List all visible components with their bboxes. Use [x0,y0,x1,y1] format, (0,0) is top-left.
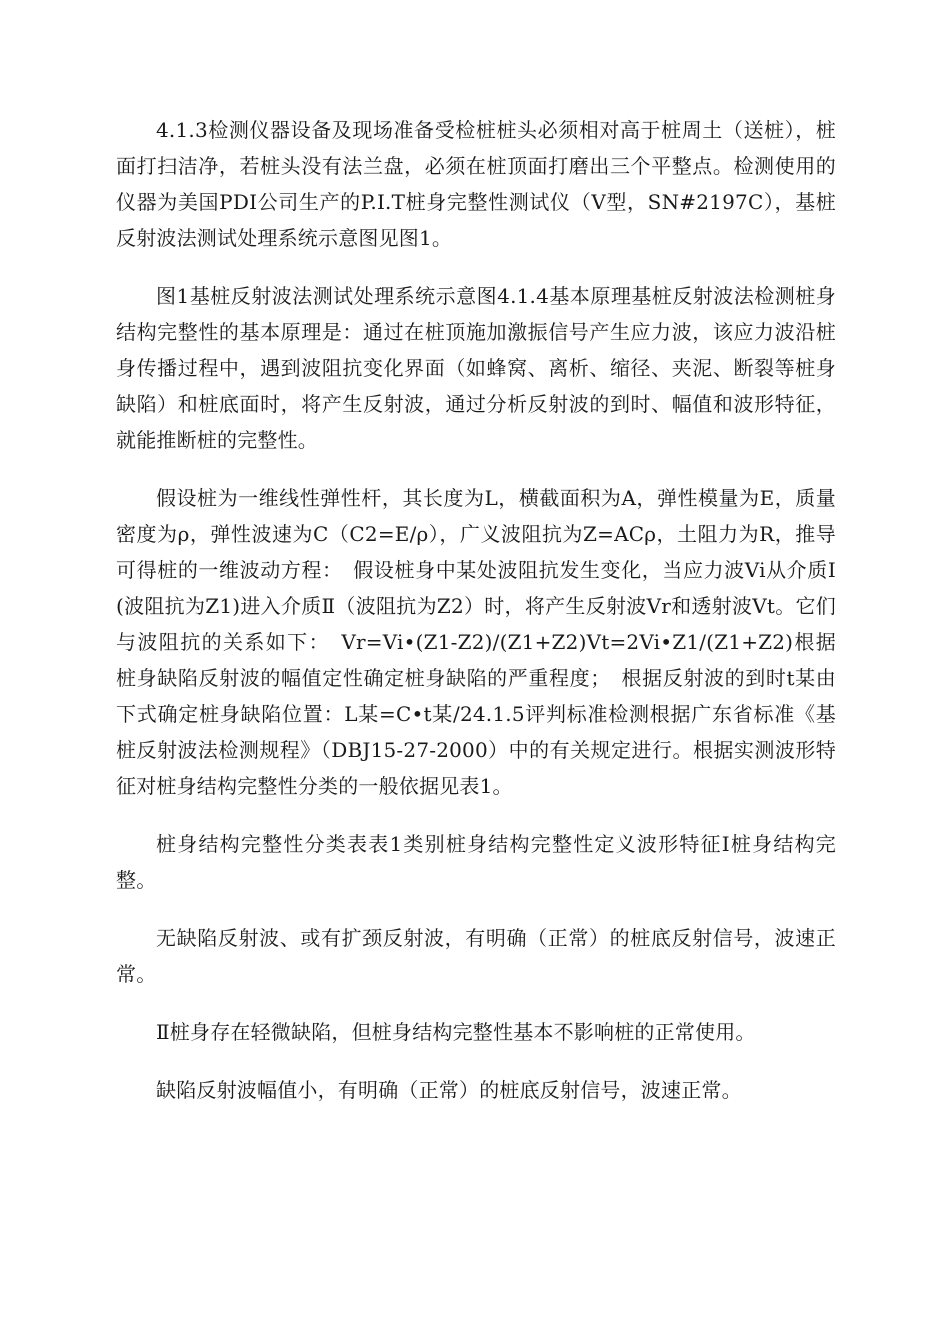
paragraph-class-1-waveform: 无缺陷反射波、或有扩颈反射波，有明确（正常）的桩底反射信号，波速正常。 [116,926,836,986]
paragraph-basic-principle: 图1基桩反射波法测试处理系统示意图4.1.4基本原理基桩反射波法检测桩身结构完整性的基本原理是：通过在桩顶施加激振信号产生应力波，该应力波沿桩身传播过程中，遇到波阻抗变化界面（如蜂窝、离析、缩径、夹泥、断裂等桩身缺陷）和桩底面时，将产生反射波，通过分析反射波的到时、幅值和波形特征，就能推断桩的完整性。 [116,284,836,452]
paragraph-class-2-definition: Ⅱ桩身存在轻微缺陷，但桩身结构完整性基本不影响桩的正常使用。 [156,1020,756,1044]
paragraph-wave-equation: 假设桩为一维线性弹性杆，其长度为L，横截面积为A，弹性模量为E，质量密度为ρ，弹性波速为C（C2=E/ρ），广义波阻抗为Z=ACρ，土阻力为R，推导可得桩的一维波动方程： 假设桩身中某处波阻抗发生变化，当应力波Vi从介质Ⅰ(波阻抗为Z1)进入介质Ⅱ（波阻抗为Z2）时，将产生反射波Vr和透射波Vt。它们与波阻抗的关系如下： Vr=Vi•(Z1-Z2)/(Z1+Z2)Vt=2Vi•Z1/(Z1+Z2)根据桩身缺陷反射波的幅值定性确定桩身缺陷的严重程度； 根据反射波的到时t某由下式确定桩身缺陷位置：L某=C•t某/24.1.5评判标准检测根据广东省标准《基桩反射波法检测规程》（DBJ15-27-2000）中的有关规定进行。根据实测波形特征对桩身结构完整性分类的一般依据见表1。 [116,486,836,798]
document-body [116,112,836,1130]
paragraph-class-2-waveform: 缺陷反射波幅值小，有明确（正常）的桩底反射信号，波速正常。 [156,1078,742,1102]
paragraph-classification-table: 桩身结构完整性分类表表1类别桩身结构完整性定义波形特征Ⅰ桩身结构完整。 [116,832,836,892]
paragraph-instrument-setup: 4.1.3检测仪器设备及现场准备受检桩桩头必须相对高于桩周土（送桩），桩面打扫洁净，若桩头没有法兰盘，必须在桩顶面打磨出三个平整点。检测使用的仪器为美国PDI公司生产的P.I.T桩身完整性测试仪（V型，SN#2197C），基桩反射波法测试处理系统示意图见图1。 [116,118,836,250]
